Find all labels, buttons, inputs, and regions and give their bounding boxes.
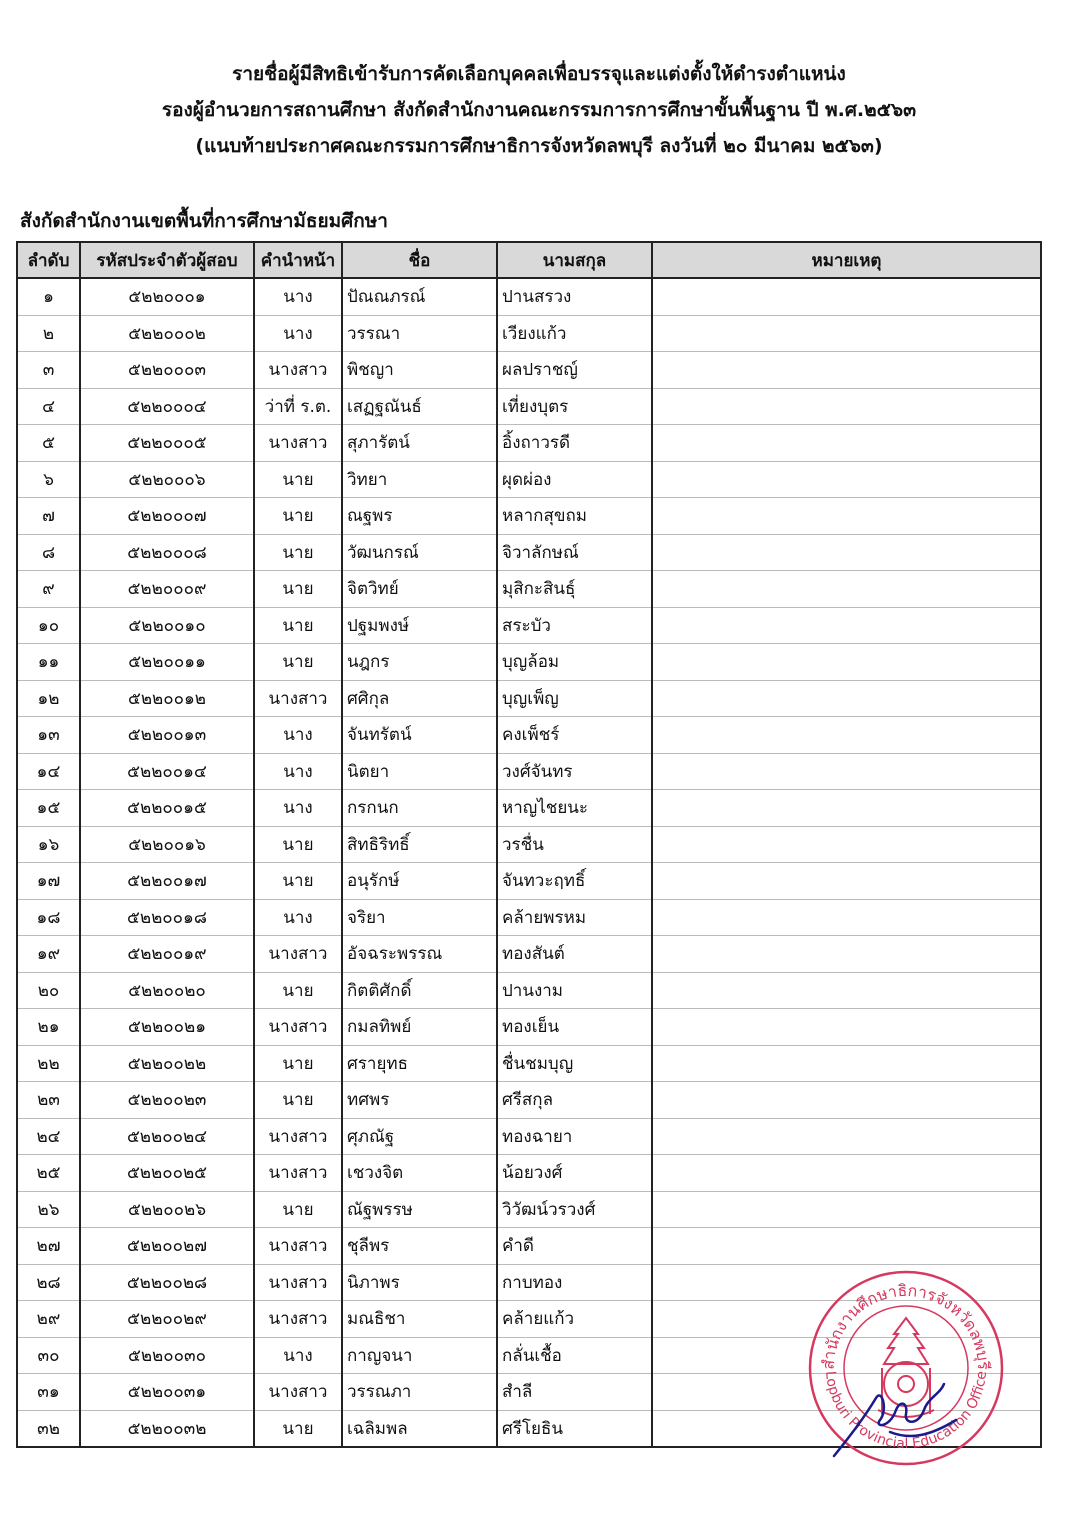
stamp-thai-text: สำนักงานศึกษาธิการจังหวัดลพบุรี (818, 1280, 994, 1371)
cell-first-name: ศศิกุล (342, 680, 497, 717)
cell-last-name: ชื่นชมบุญ (497, 1045, 652, 1082)
cell-prefix: นาย (254, 826, 342, 863)
cell-order: ๒๐ (17, 972, 80, 1009)
cell-order: ๑๐ (17, 607, 80, 644)
cell-exam-id: ๕๒๒๐๐๒๐ (80, 972, 254, 1009)
cell-prefix: นาย (254, 461, 342, 498)
cell-last-name: หาญไชยนะ (497, 790, 652, 827)
cell-exam-id: ๕๒๒๐๐๑๖ (80, 826, 254, 863)
cell-first-name: อนุรักษ์ (342, 863, 497, 900)
cell-exam-id: ๕๒๒๐๐๑๘ (80, 899, 254, 936)
cell-remarks (652, 753, 1041, 790)
cell-remarks (652, 1009, 1041, 1046)
cell-order: ๑๙ (17, 936, 80, 973)
candidate-table (16, 241, 1042, 1448)
cell-order: ๒๗ (17, 1228, 80, 1265)
cell-first-name: เสฏฐณันธ์ (342, 388, 497, 425)
table-row (17, 1118, 1041, 1155)
cell-prefix: นางสาว (254, 1118, 342, 1155)
table-row (17, 1082, 1041, 1119)
cell-remarks (652, 717, 1041, 754)
cell-prefix: นาย (254, 1045, 342, 1082)
cell-order: ๔ (17, 388, 80, 425)
cell-exam-id: ๕๒๒๐๐๑๙ (80, 936, 254, 973)
cell-remarks (652, 1045, 1041, 1082)
cell-order: ๑๒ (17, 680, 80, 717)
cell-last-name: มุสิกะสินธุ์ (497, 571, 652, 608)
cell-last-name: จิวาลักษณ์ (497, 534, 652, 571)
cell-remarks (652, 790, 1041, 827)
cell-exam-id: ๕๒๒๐๐๑๗ (80, 863, 254, 900)
cell-first-name: นิตยา (342, 753, 497, 790)
cell-remarks (652, 899, 1041, 936)
cell-exam-id: ๕๒๒๐๐๐๑ (80, 278, 254, 315)
cell-remarks (652, 352, 1041, 389)
cell-order: ๑๕ (17, 790, 80, 827)
cell-prefix: นาย (254, 607, 342, 644)
title-line-1: รายชื่อผู้มีสิทธิเข้ารับการคัดเลือกบุคคลเพื่อบรรจุและแต่งตั้งให้ดำรงตำแหน่ง (232, 63, 846, 85)
table-row (17, 936, 1041, 973)
cell-first-name: กาญจนา (342, 1337, 497, 1374)
cell-last-name: บุญล้อม (497, 644, 652, 681)
cell-first-name: วรรณภา (342, 1374, 497, 1411)
cell-first-name: สิทธิริทธิ์ (342, 826, 497, 863)
table-row (17, 1228, 1041, 1265)
cell-remarks (652, 863, 1041, 900)
cell-remarks (652, 1118, 1041, 1155)
title-line-3: (แนบท้ายประกาศคณะกรรมการศึกษาธิการจังหวัดลพบุรี ลงวันที่ ๒๐ มีนาคม ๒๕๖๓) (195, 135, 883, 157)
cell-exam-id: ๕๒๒๐๐๐๗ (80, 498, 254, 535)
cell-remarks (652, 461, 1041, 498)
cell-prefix: นางสาว (254, 425, 342, 462)
table-row (17, 461, 1041, 498)
cell-prefix: นาย (254, 1410, 342, 1447)
cell-first-name: เฉลิมพล (342, 1410, 497, 1447)
cell-remarks (652, 534, 1041, 571)
cell-order: ๙ (17, 571, 80, 608)
cell-order: ๓ (17, 352, 80, 389)
header-prefix: คำนำหน้า (254, 242, 342, 278)
cell-first-name: วิทยา (342, 461, 497, 498)
cell-first-name: ศรายุทธ (342, 1045, 497, 1082)
cell-prefix: นางสาว (254, 1009, 342, 1046)
cell-exam-id: ๕๒๒๐๐๒๑ (80, 1009, 254, 1046)
cell-remarks (652, 315, 1041, 352)
cell-exam-id: ๕๒๒๐๐๐๕ (80, 425, 254, 462)
cell-prefix: นางสาว (254, 1264, 342, 1301)
cell-exam-id: ๕๒๒๐๐๐๒ (80, 315, 254, 352)
cell-last-name: น้อยวงศ์ (497, 1155, 652, 1192)
cell-remarks (652, 388, 1041, 425)
cell-last-name: ปานสรวง (497, 278, 652, 315)
cell-first-name: ปฐมพงษ์ (342, 607, 497, 644)
cell-last-name: สระบัว (497, 607, 652, 644)
cell-last-name: คล้ายพรหม (497, 899, 652, 936)
cell-order: ๓๐ (17, 1337, 80, 1374)
cell-prefix: นางสาว (254, 1228, 342, 1265)
cell-first-name: มณธิชา (342, 1301, 497, 1338)
cell-prefix: นาย (254, 534, 342, 571)
cell-prefix: นาง (254, 717, 342, 754)
cell-last-name: บุญเพ็ญ (497, 680, 652, 717)
table-row (17, 571, 1041, 608)
cell-exam-id: ๕๒๒๐๐๑๑ (80, 644, 254, 681)
table-row (17, 498, 1041, 535)
cell-exam-id: ๕๒๒๐๐๒๙ (80, 1301, 254, 1338)
cell-first-name: ชุลีพร (342, 1228, 497, 1265)
cell-last-name: วิวัฒน์วรวงศ์ (497, 1191, 652, 1228)
cell-exam-id: ๕๒๒๐๐๒๘ (80, 1264, 254, 1301)
cell-remarks (652, 498, 1041, 535)
cell-remarks (652, 425, 1041, 462)
cell-remarks (652, 680, 1041, 717)
cell-first-name: พิชญา (342, 352, 497, 389)
title-line-2: รองผู้อำนวยการสถานศึกษา สังกัดสำนักงานคณะกรรมการการศึกษาขั้นพื้นฐาน ปี พ.ศ.๒๕๖๓ (161, 99, 917, 121)
table-row (17, 352, 1041, 389)
cell-last-name: อิ้งถาวรดี (497, 425, 652, 462)
cell-prefix: นางสาว (254, 680, 342, 717)
cell-exam-id: ๕๒๒๐๐๓๐ (80, 1337, 254, 1374)
header-remarks: หมายเหตุ (652, 242, 1041, 278)
cell-remarks (652, 1082, 1041, 1119)
cell-order: ๒๙ (17, 1301, 80, 1338)
cell-order: ๒๔ (17, 1118, 80, 1155)
cell-exam-id: ๕๒๒๐๐๑๐ (80, 607, 254, 644)
cell-exam-id: ๕๒๒๐๐๒๓ (80, 1082, 254, 1119)
cell-exam-id: ๕๒๒๐๐๐๙ (80, 571, 254, 608)
cell-first-name: ปัณณภรณ์ (342, 278, 497, 315)
cell-first-name: นิภาพร (342, 1264, 497, 1301)
cell-last-name: คล้ายแก้ว (497, 1301, 652, 1338)
cell-exam-id: ๕๒๒๐๐๒๕ (80, 1155, 254, 1192)
cell-exam-id: ๕๒๒๐๐๐๓ (80, 352, 254, 389)
cell-exam-id: ๕๒๒๐๐๐๔ (80, 388, 254, 425)
cell-exam-id: ๕๒๒๐๐๓๒ (80, 1410, 254, 1447)
cell-order: ๒๑ (17, 1009, 80, 1046)
cell-remarks (652, 1191, 1041, 1228)
table-row (17, 607, 1041, 644)
cell-exam-id: ๕๒๒๐๐๒๒ (80, 1045, 254, 1082)
cell-order: ๑๗ (17, 863, 80, 900)
cell-last-name: หลากสุขถม (497, 498, 652, 535)
table-row (17, 972, 1041, 1009)
table-row (17, 1045, 1041, 1082)
table-row (17, 315, 1041, 352)
cell-prefix: นาง (254, 790, 342, 827)
cell-prefix: นาง (254, 1337, 342, 1374)
cell-first-name: จันทรัตน์ (342, 717, 497, 754)
stamp-english-text: Lopburi Provincial Education Office (822, 1370, 991, 1453)
cell-prefix: นางสาว (254, 1155, 342, 1192)
cell-order: ๒๖ (17, 1191, 80, 1228)
cell-order: ๑๖ (17, 826, 80, 863)
cell-prefix: นาย (254, 498, 342, 535)
cell-exam-id: ๕๒๒๐๐๑๔ (80, 753, 254, 790)
cell-last-name: ผุดผ่อง (497, 461, 652, 498)
table-row (17, 425, 1041, 462)
cell-exam-id: ๕๒๒๐๐๒๔ (80, 1118, 254, 1155)
cell-prefix: นาย (254, 644, 342, 681)
header-last-name: นามสกุล (497, 242, 652, 278)
header-first-name: ชื่อ (342, 242, 497, 278)
table-row (17, 1009, 1041, 1046)
table-row (17, 826, 1041, 863)
table-row (17, 680, 1041, 717)
cell-exam-id: ๕๒๒๐๐๑๕ (80, 790, 254, 827)
cell-prefix: ว่าที่ ร.ต. (254, 388, 342, 425)
table-row (17, 717, 1041, 754)
cell-last-name: วงศ์จันทร (497, 753, 652, 790)
signature-mark (830, 1380, 960, 1460)
section-subheading: สังกัดสำนักงานเขตพื้นที่การศึกษามัธยมศึกษา (20, 210, 388, 232)
cell-first-name: อัจฉระพรรณ (342, 936, 497, 973)
cell-prefix: นาง (254, 899, 342, 936)
cell-last-name: สำลี (497, 1374, 652, 1411)
cell-remarks (652, 936, 1041, 973)
cell-remarks (652, 644, 1041, 681)
table-row (17, 753, 1041, 790)
cell-first-name: ศุภณัฐ (342, 1118, 497, 1155)
cell-prefix: นาง (254, 278, 342, 315)
cell-prefix: นางสาว (254, 936, 342, 973)
cell-order: ๖ (17, 461, 80, 498)
cell-order: ๓๑ (17, 1374, 80, 1411)
cell-first-name: กิตติศักดิ์ (342, 972, 497, 1009)
cell-remarks (652, 607, 1041, 644)
cell-last-name: คำดี (497, 1228, 652, 1265)
cell-prefix: นางสาว (254, 1301, 342, 1338)
cell-order: ๒๕ (17, 1155, 80, 1192)
cell-exam-id: ๕๒๒๐๐๑๒ (80, 680, 254, 717)
cell-first-name: ณฐพร (342, 498, 497, 535)
cell-exam-id: ๕๒๒๐๐๑๓ (80, 717, 254, 754)
cell-prefix: นางสาว (254, 352, 342, 389)
cell-order: ๒๘ (17, 1264, 80, 1301)
cell-order: ๒๓ (17, 1082, 80, 1119)
cell-remarks (652, 1228, 1041, 1265)
cell-first-name: นฎกร (342, 644, 497, 681)
cell-prefix: นางสาว (254, 1374, 342, 1411)
cell-prefix: นาง (254, 753, 342, 790)
cell-prefix: นาย (254, 1082, 342, 1119)
cell-exam-id: ๕๒๒๐๐๐๖ (80, 461, 254, 498)
cell-order: ๓๒ (17, 1410, 80, 1447)
cell-last-name: ศรีโยธิน (497, 1410, 652, 1447)
cell-first-name: สุภารัตน์ (342, 425, 497, 462)
cell-last-name: ทองฉายา (497, 1118, 652, 1155)
document-header (0, 56, 1078, 164)
table-row (17, 278, 1041, 315)
table-row (17, 863, 1041, 900)
table-row (17, 388, 1041, 425)
header-order: ลำดับ (17, 242, 80, 278)
cell-order: ๒ (17, 315, 80, 352)
cell-order: ๕ (17, 425, 80, 462)
cell-remarks (652, 571, 1041, 608)
cell-prefix: นาง (254, 315, 342, 352)
cell-first-name: จริยา (342, 899, 497, 936)
table-header-row (17, 242, 1041, 278)
cell-exam-id: ๕๒๒๐๐๒๗ (80, 1228, 254, 1265)
cell-first-name: จิตวิทย์ (342, 571, 497, 608)
cell-last-name: คงเพ็ชร์ (497, 717, 652, 754)
cell-last-name: เที่ยงบุตร (497, 388, 652, 425)
cell-order: ๗ (17, 498, 80, 535)
cell-order: ๑๘ (17, 899, 80, 936)
cell-first-name: วรรณา (342, 315, 497, 352)
table-row (17, 1155, 1041, 1192)
cell-remarks (652, 1155, 1041, 1192)
cell-last-name: เวียงแก้ว (497, 315, 652, 352)
cell-first-name: วัฒนกรณ์ (342, 534, 497, 571)
cell-order: ๑๔ (17, 753, 80, 790)
cell-last-name: ปานงาม (497, 972, 652, 1009)
table-row (17, 644, 1041, 681)
cell-last-name: ทองสันต์ (497, 936, 652, 973)
cell-order: ๑๑ (17, 644, 80, 681)
cell-remarks (652, 826, 1041, 863)
table-row (17, 534, 1041, 571)
cell-remarks (652, 972, 1041, 1009)
table-row (17, 899, 1041, 936)
cell-order: ๑๓ (17, 717, 80, 754)
cell-order: ๒๒ (17, 1045, 80, 1082)
cell-last-name: ผลปราชญ์ (497, 352, 652, 389)
cell-first-name: ณัฐพรรษ (342, 1191, 497, 1228)
cell-last-name: วรชื่น (497, 826, 652, 863)
cell-prefix: นาย (254, 571, 342, 608)
table-row (17, 790, 1041, 827)
cell-order: ๑ (17, 278, 80, 315)
cell-prefix: นาย (254, 863, 342, 900)
cell-first-name: กมลทิพย์ (342, 1009, 497, 1046)
cell-last-name: กลั่นเชื้อ (497, 1337, 652, 1374)
cell-remarks (652, 278, 1041, 315)
cell-first-name: ทศพร (342, 1082, 497, 1119)
cell-prefix: นาย (254, 1191, 342, 1228)
cell-order: ๘ (17, 534, 80, 571)
table-row (17, 1191, 1041, 1228)
cell-exam-id: ๕๒๒๐๐๐๘ (80, 534, 254, 571)
cell-last-name: ศรีสกุล (497, 1082, 652, 1119)
cell-last-name: กาบทอง (497, 1264, 652, 1301)
cell-exam-id: ๕๒๒๐๐๒๖ (80, 1191, 254, 1228)
cell-first-name: เชวงจิต (342, 1155, 497, 1192)
cell-first-name: กรกนก (342, 790, 497, 827)
cell-prefix: นาย (254, 972, 342, 1009)
cell-last-name: ทองเย็น (497, 1009, 652, 1046)
cell-last-name: จันทวะฤทธิ์ (497, 863, 652, 900)
cell-exam-id: ๕๒๒๐๐๓๑ (80, 1374, 254, 1411)
header-exam-id: รหัสประจำตัวผู้สอบ (80, 242, 254, 278)
